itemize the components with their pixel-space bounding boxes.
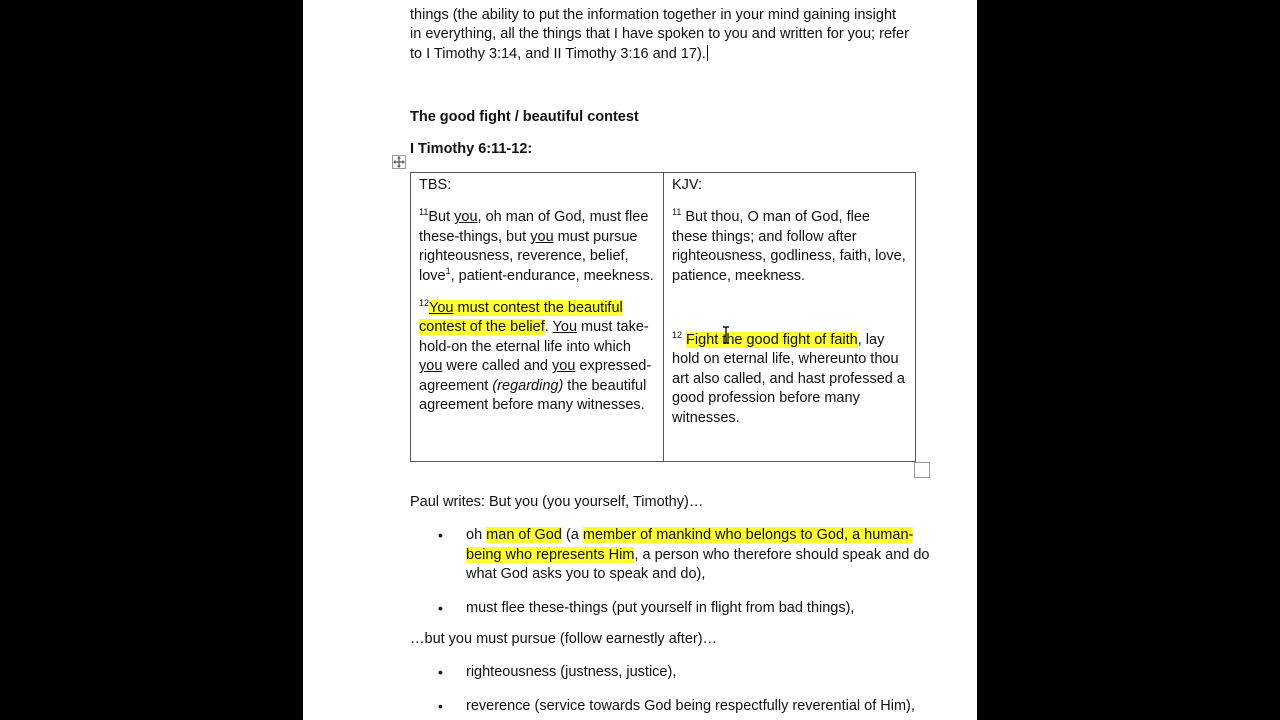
table-move-handle-icon[interactable] xyxy=(392,155,406,169)
bullet-icon: • xyxy=(438,599,443,616)
intro-paragraph xyxy=(410,6,910,64)
tbs-verse-11 xyxy=(419,208,655,286)
list-item xyxy=(410,697,930,716)
tbs-title: TBS: xyxy=(419,177,452,193)
verse-text: But xyxy=(428,209,455,226)
item-text: must flee these-things (put yourself in flight from bad things), xyxy=(466,599,855,616)
scripture-reference-heading: I Timothy 6:11-12: xyxy=(410,141,533,157)
verse-text: , patient-endurance, meekness. xyxy=(450,267,654,284)
kjv-column[interactable] xyxy=(664,173,916,462)
item-text: (a xyxy=(561,527,583,544)
highlighted-text: member of mankind who belongs to God, a human-being who represents Him xyxy=(466,527,914,563)
intro-text: things (the ability to put the information together in your mind gaining insight in everything, all the things that I have spoken to you and written for you; refer to I Timothy 3:14, and II Timothy 3:16 and 17). xyxy=(410,7,909,62)
list-item xyxy=(410,526,930,584)
verse-number: 12 xyxy=(672,330,683,341)
underlined-word: you xyxy=(419,358,443,375)
verse-text: But thou, O man of God, flee these things; and follow after righteousness, godliness, faith, love, patience, meekness. xyxy=(672,209,906,284)
verse-number: 12 xyxy=(419,298,430,309)
list-item xyxy=(410,599,930,618)
underlined-word: You xyxy=(429,300,454,317)
pursue-line: …but you must pursue (follow earnestly after)… xyxy=(410,631,718,648)
tbs-column[interactable] xyxy=(411,173,664,462)
section-heading: The good fight / beautiful contest xyxy=(410,109,639,125)
italic-text: (regarding) xyxy=(492,377,564,394)
verse-number: 11 xyxy=(419,207,429,218)
bullet-list-2 xyxy=(410,663,930,716)
verse-text: must take-hold-on the eternal life into which xyxy=(419,319,649,355)
verse-text: must pursue righteousness, reverence, belief, love xyxy=(419,228,638,284)
paul-line: Paul writes: But you (you yourself, Timothy)… xyxy=(410,494,704,510)
verse-text: , lay hold on eternal life, whereunto thou art also called, and hast professed a good profession before many witnesses. xyxy=(672,332,905,426)
item-text: reverence (service towards God being respectfully reverential of Him), xyxy=(466,697,915,714)
verse-text: the beautiful agreement before many witnesses. xyxy=(419,377,647,414)
underlined-word: you xyxy=(454,209,478,226)
item-text: oh xyxy=(466,527,487,544)
highlight-text: must contest the beautiful contest of the belief xyxy=(419,300,623,336)
underlined-word: You xyxy=(552,319,578,336)
verse-text: expressed-agreement xyxy=(419,358,652,394)
bullet-icon: • xyxy=(438,664,443,681)
underlined-word: you xyxy=(552,358,576,375)
kjv-verse-11 xyxy=(672,208,907,286)
item-text: righteousness (justness, justice), xyxy=(466,664,677,681)
item-text: , a person who therefore should speak and do what God asks you to speak and do), xyxy=(466,546,930,583)
bullet-icon: • xyxy=(438,697,443,714)
kjv-verse-12 xyxy=(672,331,907,428)
footnote-marker[interactable]: 1 xyxy=(445,265,451,276)
underlined-word: you xyxy=(530,228,554,245)
kjv-title: KJV: xyxy=(672,177,703,193)
scripture-comparison-table[interactable] xyxy=(410,172,916,462)
highlighted-text: Fight the good fight of faith xyxy=(686,332,858,349)
mouse-ibeam-cursor-icon xyxy=(721,326,731,344)
highlighted-text: man of God xyxy=(486,527,562,544)
bullet-list-1 xyxy=(410,526,930,618)
verse-number: 11 xyxy=(672,207,682,218)
tbs-verse-12 xyxy=(419,299,655,415)
text-cursor xyxy=(707,45,708,61)
document-page[interactable] xyxy=(303,0,977,720)
commentary-section xyxy=(410,493,930,716)
table-resize-handle[interactable] xyxy=(914,462,930,478)
verse-text: , oh man of God, must flee these-things, but xyxy=(419,209,649,245)
verse-text: were called and xyxy=(442,358,553,375)
list-item xyxy=(410,663,930,682)
bullet-icon: • xyxy=(438,527,443,544)
verse-text: . xyxy=(544,319,553,336)
